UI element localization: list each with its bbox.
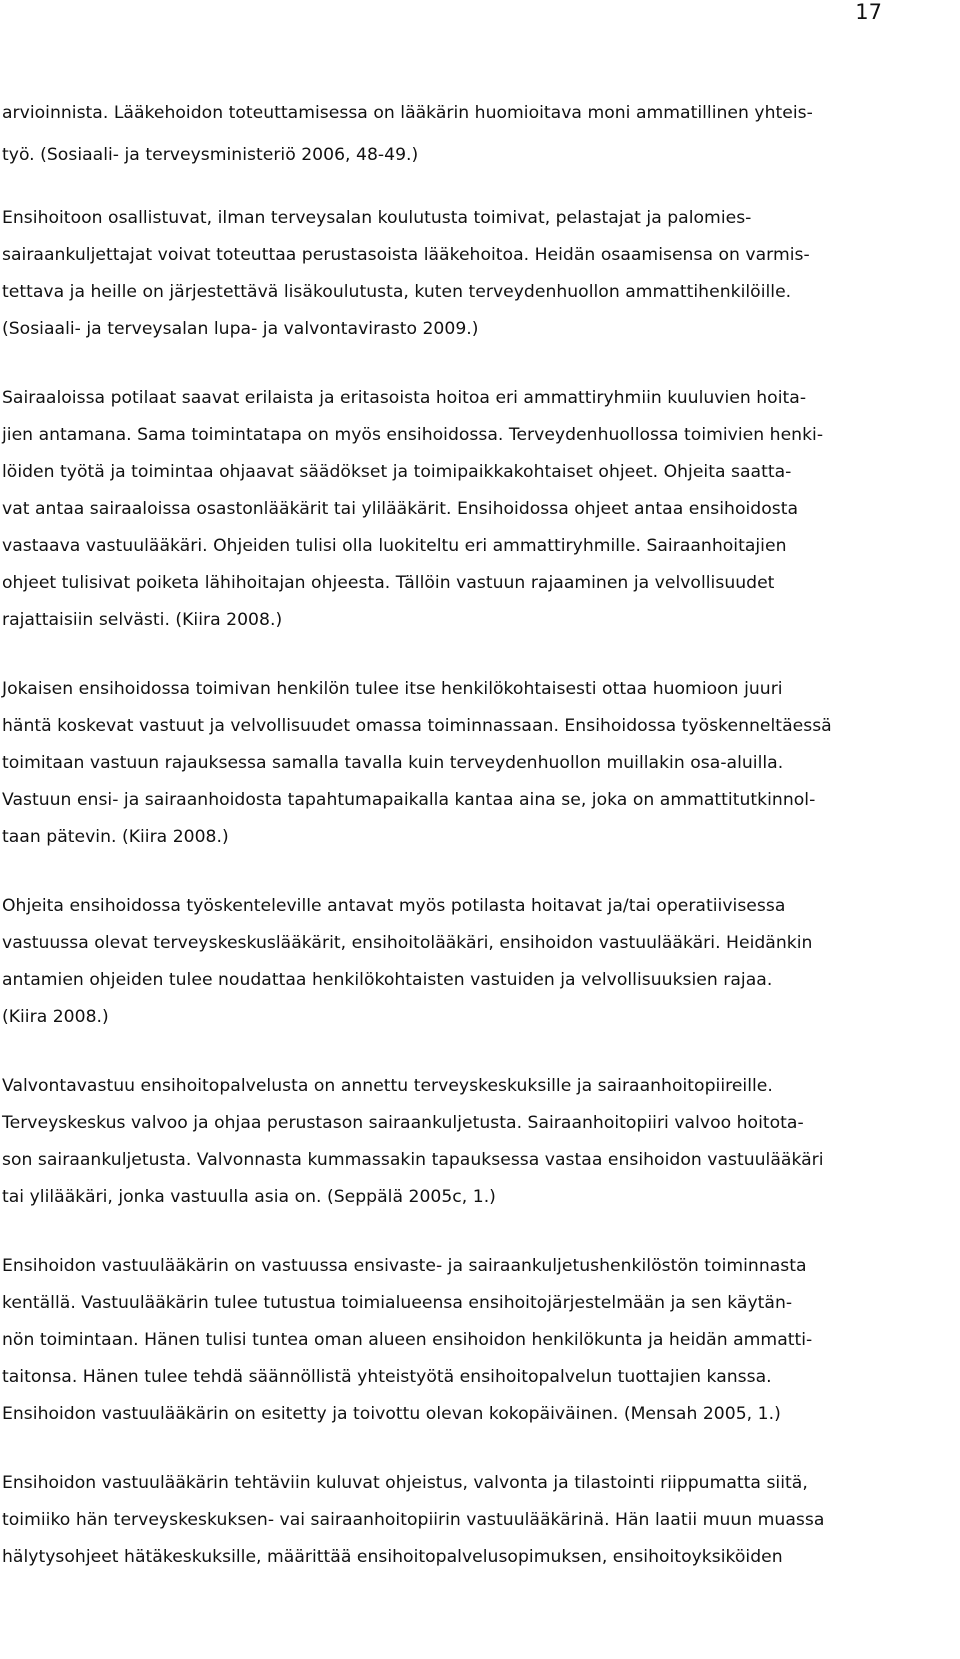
text-line: son sairaankuljetusta. Valvonnasta kummassakin tapauksessa vastaa ensihoidon vastuulääkäri [2, 1150, 824, 1170]
text-line: taitonsa. Hänen tulee tehdä säännöllistä yhteistyötä ensihoitopalvelun tuottajien kanssa. [2, 1367, 772, 1387]
text-line: Ensihoidon vastuulääkärin on vastuussa ensivaste- ja sairaankuljetushenkilöstön toiminnasta [2, 1256, 807, 1276]
text-line: Terveyskeskus valvoo ja ohjaa perustason sairaankuljetusta. Sairaanhoitopiiri valvoo hoitota- [2, 1113, 804, 1133]
text-line: Ensihoitoon osallistuvat, ilman terveysalan koulutusta toimivat, pelastajat ja palomies- [2, 208, 752, 228]
text-line: hälytysohjeet hätäkeskuksille, määrittää ensihoitopalvelusopimuksen, ensihoitoyksiköiden [2, 1547, 783, 1567]
text-line: (Sosiaali- ja terveysalan lupa- ja valvontavirasto 2009.) [2, 319, 479, 339]
text-line: tettava ja heille on järjestettävä lisäkoulutusta, kuten terveydenhuollon ammattihenkilöille. [2, 282, 792, 302]
text-line: (Kiira 2008.) [2, 1007, 109, 1027]
text-line: vastuussa olevat terveyskeskuslääkärit, ensihoitolääkäri, ensihoidon vastuulääkäri. Heidänkin [2, 933, 813, 953]
text-line: arvioinnista. Lääkehoidon toteuttamisessa on lääkärin huomioitava moni ammatillinen yhteis- [2, 103, 813, 123]
text-line: jien antamana. Sama toimintatapa on myös ensihoidossa. Terveydenhuollossa toimivien henki- [2, 425, 824, 445]
text-line: Valvontavastuu ensihoitopalvelusta on annettu terveyskeskuksille ja sairaanhoitopiireille. [2, 1076, 773, 1096]
text-line: sairaankuljettajat voivat toteuttaa perustasoista lääkehoitoa. Heidän osaamisensa on varmis- [2, 245, 810, 265]
text-line: taan pätevin. (Kiira 2008.) [2, 827, 229, 847]
text-line: vastaava vastuulääkäri. Ohjeiden tulisi olla luokiteltu eri ammattiryhmille. Sairaanhoitajien [2, 536, 787, 556]
text-line: vat antaa sairaaloissa osastonlääkärit tai ylilääkärit. Ensihoidossa ohjeet antaa ensihoidosta [2, 499, 799, 519]
text-line: Ensihoidon vastuulääkärin on esitetty ja toivottu olevan kokopäiväinen. (Mensah 2005, 1.) [2, 1404, 781, 1424]
text-line: antamien ohjeiden tulee noudattaa henkilökohtaisten vastuiden ja velvollisuuksien rajaa. [2, 970, 773, 990]
text-line: Sairaaloissa potilaat saavat erilaista ja eritasoista hoitoa eri ammattiryhmiin kuuluvien hoita- [2, 388, 807, 408]
text-line: Ohjeita ensihoidossa työskenteleville antavat myös potilasta hoitavat ja/tai operatiivisessa [2, 896, 786, 916]
text-line: rajattaisiin selvästi. (Kiira 2008.) [2, 610, 283, 630]
text-line: toimitaan vastuun rajauksessa samalla tavalla kuin terveydenhuollon muillakin osa-aluilla. [2, 753, 784, 773]
text-line: ohjeet tulisivat poiketa lähihoitajan ohjeesta. Tällöin vastuun rajaaminen ja velvollisuudet [2, 573, 775, 593]
text-line: Jokaisen ensihoidossa toimivan henkilön tulee itse henkilökohtaisesti ottaa huomioon juuri [2, 679, 783, 699]
text-line: Vastuun ensi- ja sairaanhoidosta tapahtumapaikalla kantaa aina se, joka on ammattitutkinnol- [2, 790, 816, 810]
text-line: toimiiko hän terveyskeskuksen- vai sairaanhoitopiirin vastuulääkärinä. Hän laatii muun muassa [2, 1510, 825, 1530]
text-line: löiden työtä ja toimintaa ohjaavat säädökset ja toimipaikkakohtaiset ohjeet. Ohjeita saatta- [2, 462, 792, 482]
text-line: kentällä. Vastuulääkärin tulee tutustua toimialueensa ensihoitojärjestelmään ja sen käytän- [2, 1293, 793, 1313]
text-line: Ensihoidon vastuulääkärin tehtäviin kuluvat ohjeistus, valvonta ja tilastointi riippumatta siitä, [2, 1473, 808, 1493]
text-line: tai ylilääkäri, jonka vastuulla asia on. (Seppälä 2005c, 1.) [2, 1187, 496, 1207]
page-number: 17 [855, 0, 882, 24]
text-line: häntä koskevat vastuut ja velvollisuudet omassa toiminnassaan. Ensihoidossa työskenneltäessä [2, 716, 832, 736]
text-line: työ. (Sosiaali- ja terveysministeriö 2006, 48-49.) [2, 145, 419, 165]
text-line: nön toimintaan. Hänen tulisi tuntea oman alueen ensihoidon henkilökunta ja heidän ammatti- [2, 1330, 813, 1350]
